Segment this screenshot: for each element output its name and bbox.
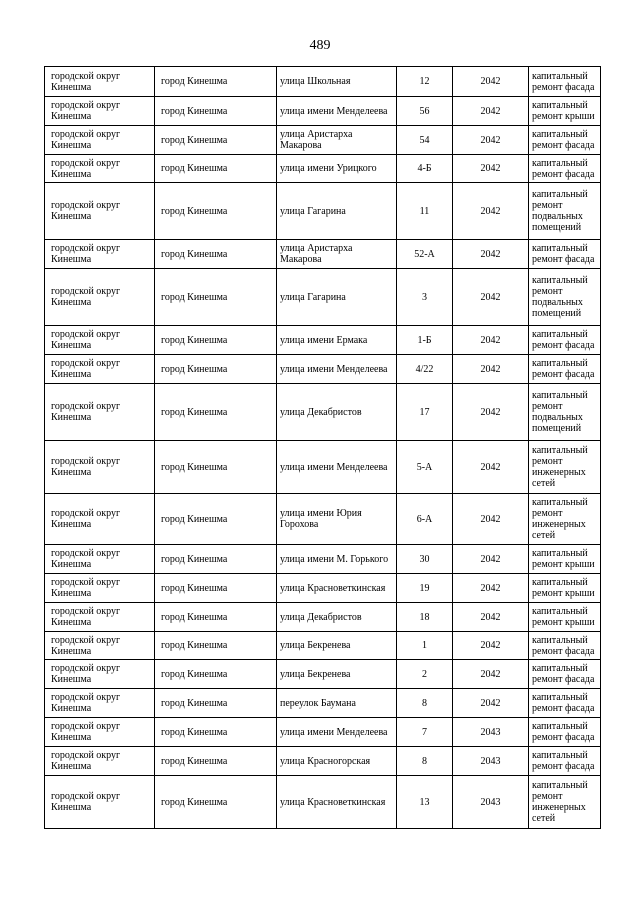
year-cell: 2042 [453,126,529,155]
work-type-cell: капитальный ремонт крыши [529,603,601,632]
street-cell: улица Красногорская [277,747,397,776]
year-cell: 2042 [453,660,529,689]
year-cell: 2042 [453,689,529,718]
work-type-cell: капитальный ремонт фасада [529,660,601,689]
work-type-cell: капитальный ремонт фасада [529,689,601,718]
work-type-cell: капитальный ремонт инженерных сетей [529,441,601,494]
year-cell: 2042 [453,269,529,326]
table-row [45,545,601,574]
table-row [45,574,601,603]
settlement-cell: город Кинешма [155,384,277,441]
house-number-cell: 13 [397,776,453,829]
settlement-cell: город Кинешма [155,126,277,155]
year-cell: 2042 [453,183,529,240]
street-cell: улица имени М. Горького [277,545,397,574]
table-row [45,718,601,747]
settlement-cell: город Кинешма [155,183,277,240]
street-cell: улица имени Менделеева [277,355,397,384]
house-number-cell: 18 [397,603,453,632]
settlement-cell: город Кинешма [155,545,277,574]
municipality-cell: городской округ Кинешма [45,776,155,829]
street-cell: улица имени Менделеева [277,441,397,494]
house-number-cell: 5-А [397,441,453,494]
table-row [45,441,601,494]
year-cell: 2042 [453,155,529,183]
year-cell: 2042 [453,545,529,574]
house-number-cell: 12 [397,67,453,97]
settlement-cell: город Кинешма [155,326,277,355]
street-cell: улица Школьная [277,67,397,97]
work-type-cell: капитальный ремонт фасада [529,747,601,776]
table-row [45,155,601,183]
municipality-cell: городской округ Кинешма [45,632,155,660]
municipality-cell: городской округ Кинешма [45,183,155,240]
work-type-cell: капитальный ремонт фасада [529,326,601,355]
municipality-cell: городской округ Кинешма [45,747,155,776]
street-cell: улица Бекренева [277,632,397,660]
table-row [45,494,601,545]
year-cell: 2042 [453,603,529,632]
settlement-cell: город Кинешма [155,574,277,603]
table-body [45,67,601,829]
municipality-cell: городской округ Кинешма [45,545,155,574]
table-row [45,747,601,776]
house-number-cell: 17 [397,384,453,441]
settlement-cell: город Кинешма [155,632,277,660]
street-cell: улица имени Ермака [277,326,397,355]
table-row [45,384,601,441]
street-cell: улица Декабристов [277,603,397,632]
settlement-cell: город Кинешма [155,155,277,183]
municipality-cell: городской округ Кинешма [45,355,155,384]
municipality-cell: городской округ Кинешма [45,574,155,603]
work-type-cell: капитальный ремонт фасада [529,67,601,97]
municipality-cell: городской округ Кинешма [45,660,155,689]
work-type-cell: капитальный ремонт фасада [529,126,601,155]
work-type-cell: капитальный ремонт подвальных помещений [529,384,601,441]
house-number-cell: 52-А [397,240,453,269]
settlement-cell: город Кинешма [155,441,277,494]
table-row [45,689,601,718]
year-cell: 2042 [453,355,529,384]
work-type-cell: капитальный ремонт подвальных помещений [529,269,601,326]
house-number-cell: 54 [397,126,453,155]
house-number-cell: 1 [397,632,453,660]
house-number-cell: 8 [397,689,453,718]
municipality-cell: городской округ Кинешма [45,718,155,747]
year-cell: 2042 [453,441,529,494]
settlement-cell: город Кинешма [155,660,277,689]
street-cell: улица имени Менделеева [277,97,397,126]
table-row [45,603,601,632]
work-type-cell: капитальный ремонт крыши [529,574,601,603]
house-number-cell: 11 [397,183,453,240]
work-type-cell: капитальный ремонт фасада [529,718,601,747]
house-number-cell: 2 [397,660,453,689]
settlement-cell: город Кинешма [155,776,277,829]
street-cell: улица Бекренева [277,660,397,689]
settlement-cell: город Кинешма [155,355,277,384]
table-row [45,326,601,355]
settlement-cell: город Кинешма [155,718,277,747]
house-number-cell: 19 [397,574,453,603]
table-row [45,660,601,689]
municipality-cell: городской округ Кинешма [45,441,155,494]
street-cell: улица имени Юрия Горохова [277,494,397,545]
street-cell: улица Гагарина [277,269,397,326]
street-cell: переулок Баумана [277,689,397,718]
street-cell: улица Красноветкинская [277,776,397,829]
house-number-cell: 3 [397,269,453,326]
work-type-cell: капитальный ремонт фасада [529,355,601,384]
year-cell: 2042 [453,240,529,269]
year-cell: 2042 [453,494,529,545]
work-type-cell: капитальный ремонт крыши [529,97,601,126]
table-row [45,67,601,97]
house-number-cell: 4/22 [397,355,453,384]
municipality-cell: городской округ Кинешма [45,384,155,441]
street-cell: улица Аристарха Макарова [277,126,397,155]
work-type-cell: капитальный ремонт подвальных помещений [529,183,601,240]
work-type-cell: капитальный ремонт фасада [529,155,601,183]
street-cell: улица Аристарха Макарова [277,240,397,269]
work-type-cell: капитальный ремонт фасада [529,240,601,269]
settlement-cell: город Кинешма [155,67,277,97]
year-cell: 2042 [453,326,529,355]
settlement-cell: город Кинешма [155,689,277,718]
municipality-cell: городской округ Кинешма [45,689,155,718]
year-cell: 2043 [453,776,529,829]
municipality-cell: городской округ Кинешма [45,326,155,355]
table-row [45,240,601,269]
year-cell: 2042 [453,574,529,603]
house-number-cell: 7 [397,718,453,747]
table-row [45,269,601,326]
house-number-cell: 6-А [397,494,453,545]
municipality-cell: городской округ Кинешма [45,67,155,97]
house-number-cell: 4-Б [397,155,453,183]
settlement-cell: город Кинешма [155,269,277,326]
house-number-cell: 8 [397,747,453,776]
municipality-cell: городской округ Кинешма [45,603,155,632]
settlement-cell: город Кинешма [155,240,277,269]
work-type-cell: капитальный ремонт инженерных сетей [529,494,601,545]
house-number-cell: 56 [397,97,453,126]
year-cell: 2042 [453,97,529,126]
settlement-cell: город Кинешма [155,97,277,126]
street-cell: улица Декабристов [277,384,397,441]
table-row [45,776,601,829]
street-cell: улица имени Урицкого [277,155,397,183]
municipality-cell: городской округ Кинешма [45,240,155,269]
work-type-cell: капитальный ремонт инженерных сетей [529,776,601,829]
table-row [45,97,601,126]
settlement-cell: город Кинешма [155,603,277,632]
work-type-cell: капитальный ремонт фасада [529,632,601,660]
municipality-cell: городской округ Кинешма [45,494,155,545]
house-number-cell: 30 [397,545,453,574]
year-cell: 2042 [453,632,529,660]
settlement-cell: город Кинешма [155,747,277,776]
municipality-cell: городской округ Кинешма [45,155,155,183]
work-type-cell: капитальный ремонт крыши [529,545,601,574]
year-cell: 2043 [453,718,529,747]
municipality-cell: городской округ Кинешма [45,269,155,326]
street-cell: улица имени Менделеева [277,718,397,747]
year-cell: 2042 [453,67,529,97]
table-row [45,183,601,240]
repair-schedule-table [44,66,601,829]
year-cell: 2042 [453,384,529,441]
settlement-cell: город Кинешма [155,494,277,545]
year-cell: 2043 [453,747,529,776]
table-row [45,126,601,155]
street-cell: улица Красноветкинская [277,574,397,603]
table-row [45,632,601,660]
municipality-cell: городской округ Кинешма [45,126,155,155]
page-number: 489 [309,38,331,53]
street-cell: улица Гагарина [277,183,397,240]
house-number-cell: 1-Б [397,326,453,355]
table-row [45,355,601,384]
municipality-cell: городской округ Кинешма [45,97,155,126]
